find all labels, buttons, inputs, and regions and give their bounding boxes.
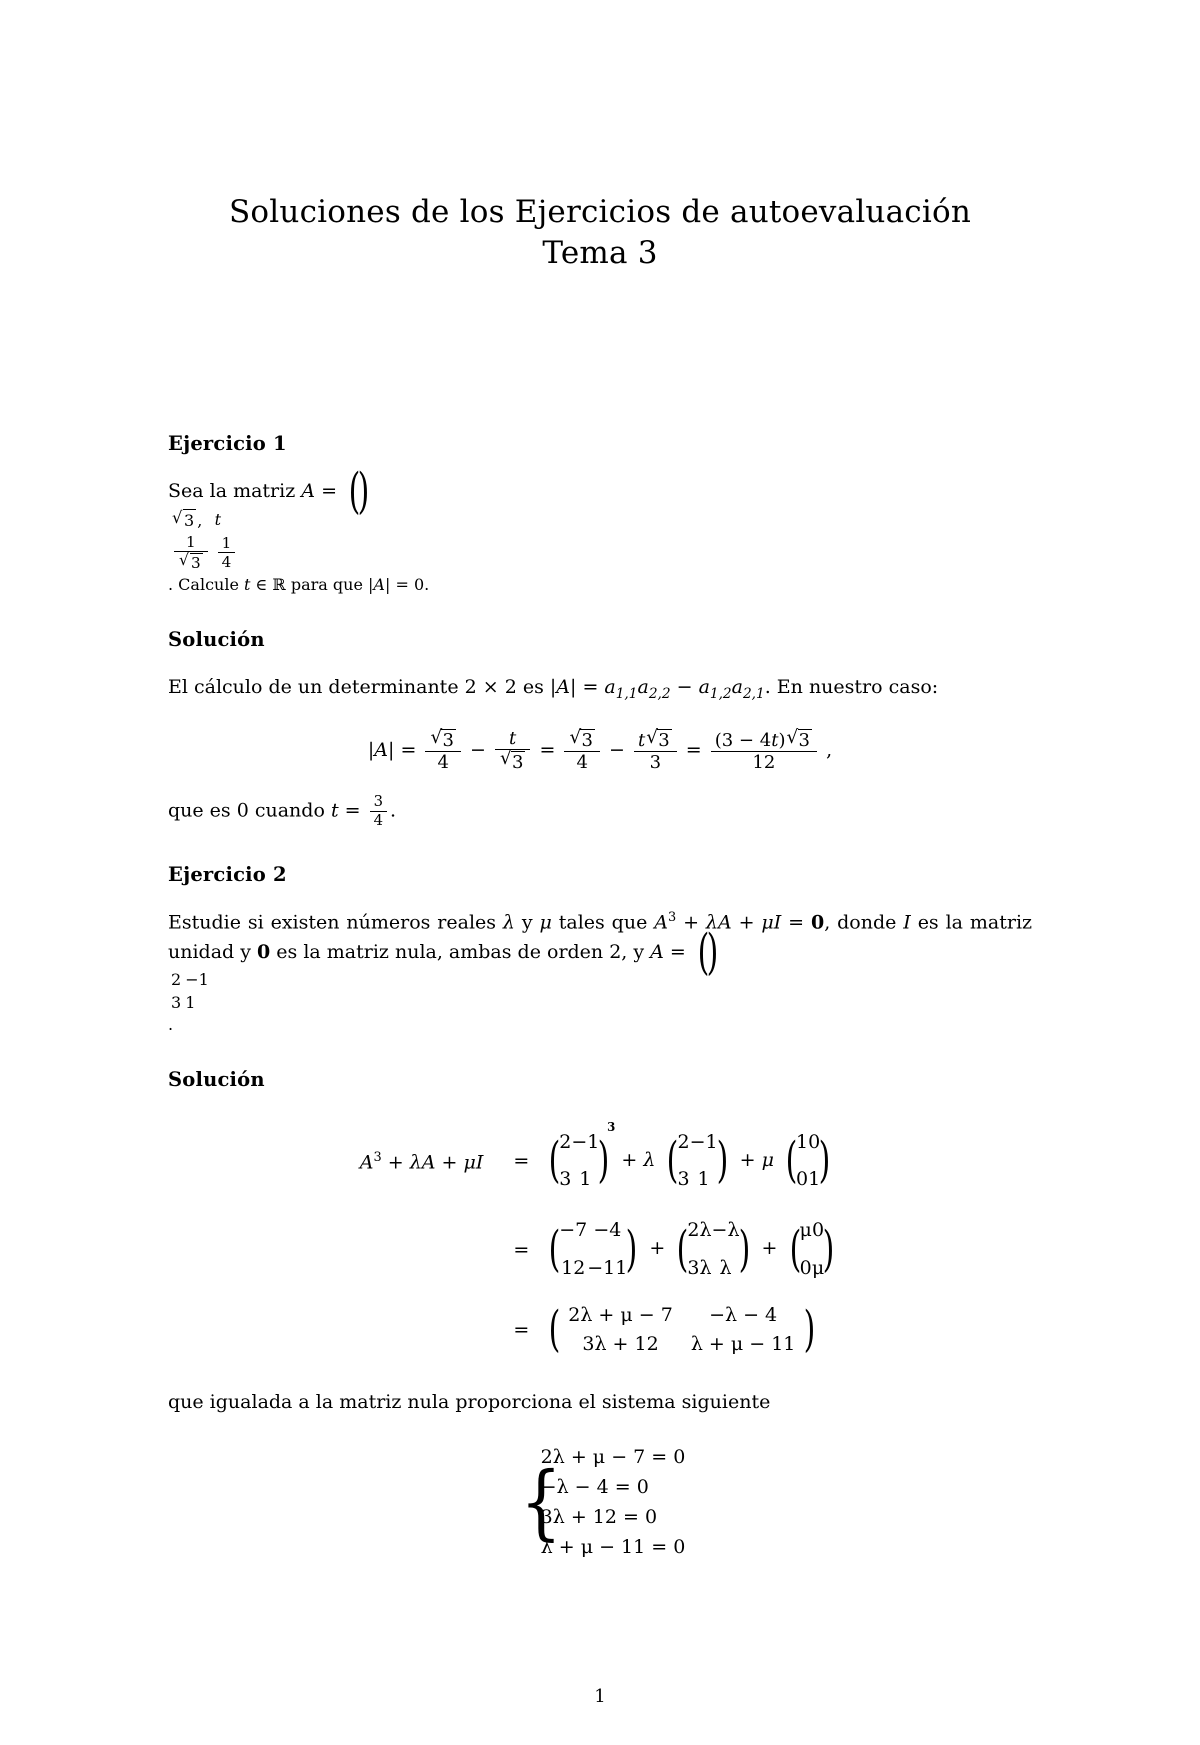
matrix-cell-r2c2: −11 <box>587 1256 628 1279</box>
derivation-line-3 <box>360 1294 840 1366</box>
matrix-cell-r1c2: −1 <box>571 1131 600 1154</box>
matrix-cell-r2c1: 3 <box>171 993 182 1013</box>
matrix-cell-r2c1: 3λ <box>687 1256 712 1279</box>
statement-period: . <box>168 1015 174 1035</box>
exercise-2-system <box>168 1442 1032 1562</box>
derivation-lhs-empty-2 <box>360 1294 500 1366</box>
fraction-result: $\frac{(3 - 4t) √ 3}{12}$ <box>711 729 817 773</box>
sqrt-3-icon: √ 3 <box>172 509 196 530</box>
exercise-1-closing-text: que es 0 cuando t = $\frac{3}{4}$ . <box>168 793 397 829</box>
matrix-cell-r1c2: 0 <box>808 1131 821 1154</box>
relation-equals: = <box>513 1150 530 1173</box>
system-equation-4: λ + μ − 11 = 0 <box>540 1535 686 1558</box>
derivation-lhs-empty <box>360 1205 500 1293</box>
fraction-1-over-sqrt3 <box>174 534 208 571</box>
system-equation-1: { 2λ + μ − 7 = 0 <box>540 1445 686 1468</box>
exercise-1-statement <box>168 477 1032 506</box>
matrix-cell-r2c1: 3 <box>559 1168 572 1191</box>
exercise-1-solution-heading: Solución <box>168 627 265 651</box>
operator-plus-lambda: + λ <box>621 1149 656 1172</box>
matrix-cubed <box>545 1120 616 1198</box>
matrix-cell-r2c2: 1 <box>808 1168 821 1191</box>
exercise-1-heading: Ejercicio 1 <box>168 431 287 455</box>
exponent-3: ( 3 <box>607 1120 616 1135</box>
matrix-cell-r1c1: ( 2λ + μ − 7 <box>568 1303 673 1326</box>
matrix-cell-r2c2: 1 <box>185 993 196 1013</box>
title-line-2: Tema 3 <box>542 234 658 271</box>
derivation-line-1 <box>360 1117 840 1205</box>
matrix-a-cubed-result <box>545 1212 641 1286</box>
matrix-cell-r2c2: μ <box>811 1256 825 1279</box>
matrix-cell-r1c1: √ 3 , <box>170 508 212 531</box>
derivation-rhs <box>543 1117 840 1205</box>
matrix-lambda-terms <box>673 1212 753 1286</box>
matrix-cell-r2c2: 1 <box>697 1168 710 1191</box>
matrix-cell-r2c1: 12 <box>561 1256 586 1279</box>
title-line-1: Soluciones de los Ejercicios de autoevaluación <box>229 194 971 230</box>
fraction-sqrt3-over-4-b: √ $\frac{3}{4}$ <box>564 729 599 773</box>
exercise-2-solution-heading: Solución <box>168 1068 265 1092</box>
relation-equals-3: = <box>513 1319 530 1341</box>
matrix-cell-r2c1: 3 <box>677 1168 690 1191</box>
matrix-lambda-a <box>663 1124 731 1198</box>
derivation-rhs-2 <box>543 1205 840 1293</box>
fraction-3-over-4: $\frac{3}{4}$ <box>370 794 387 829</box>
matrix-label-a: A <box>301 479 316 502</box>
exercise-1-solution-text: El cálculo de un determinante 2 × 2 es $|A| = a_{1,1}a_{2,2} - a_{1,2}a_{2,1}$. En nuestro caso: <box>168 675 939 702</box>
exercise-2-after-text: que igualada a la matriz nula proporciona el sistema siguiente <box>168 1391 771 1414</box>
matrix-cell-r1c2: −λ − 4 <box>709 1303 778 1326</box>
matrix-cell-r2c2: 1 <box>579 1168 592 1191</box>
exercise-1-statement-prefix: Sea la matriz <box>168 479 296 502</box>
fraction-denominator: √ 3 <box>174 551 208 572</box>
fraction-denominator: 4 <box>218 552 236 571</box>
matrix-cell-r1c2: −1 <box>689 1131 718 1154</box>
matrix-cell-r2c2 <box>214 533 240 572</box>
matrix-cell-r1c1: ( 2λ <box>687 1219 712 1242</box>
exercise-1-statement-suffix: . Calcule t ∈ ℝ para que |A| = 0. <box>168 574 430 594</box>
matrix-cell-r1c2: −λ <box>711 1219 740 1242</box>
operator-plus-1: + <box>649 1237 666 1260</box>
matrix-cell-r1c2: t <box>214 510 222 530</box>
relation-equals-2: = <box>513 1238 530 1261</box>
equals-sign: = <box>321 479 337 502</box>
exercise-2-derivation <box>168 1117 1032 1366</box>
matrix-cell-r1c1: ( 2 <box>677 1131 690 1154</box>
matrix-cell-r1c1: ( −7 <box>559 1219 588 1242</box>
derivation-rhs-3 <box>543 1294 840 1366</box>
matrix-identity <box>782 1124 834 1198</box>
page-title <box>168 192 1032 274</box>
page-number: 1 <box>594 1686 606 1707</box>
matrix-cell-r2c2: λ <box>719 1256 732 1279</box>
matrix-cell-r2c1 <box>170 533 212 572</box>
fraction-numerator: 1 <box>221 534 232 553</box>
matrix-cell-r1c1: 2 <box>559 1131 572 1154</box>
matrix-cell-r1c2: −4 <box>593 1219 622 1242</box>
exercise-2-heading: Ejercicio 2 <box>168 862 287 886</box>
matrix-cell-r1c1: ( 1 <box>796 1131 809 1154</box>
operator-plus-2: + <box>761 1237 778 1260</box>
matrix-cell-r2c1: 3λ + 12 <box>582 1333 659 1355</box>
matrix-cell-r2c1: 0 <box>796 1168 809 1191</box>
document-page <box>0 192 1200 1745</box>
matrix-cell-r1c1: 2 <box>171 970 182 990</box>
matrix-cell-r1c2: 0 <box>812 1219 825 1242</box>
matrix-cell-r2c1: 0 <box>799 1256 812 1279</box>
matrix-cell-r1c1: ( μ <box>799 1219 812 1242</box>
matrix-mu-terms <box>786 1212 839 1286</box>
derivation-line-2 <box>360 1205 840 1293</box>
system-equation-3: 3λ + 12 = 0 <box>540 1505 658 1528</box>
exercise-2-statement: Estudie si existen números reales λ y μ tales que $A^3 + \lambda A + \mu I = 0$, donde I es la matriz unidad y 0 es la matriz nula, ambas de orden 2, y A = <box>168 909 1033 963</box>
determinant-equation: |A| = √ $\frac{3}{4}$ − t √ 3 = √ $\frac{3}{4}$ − $\frac{t √ 3}{3}$ = $\frac{(3 - 4t) √ 3}{12}$ , <box>168 729 1032 773</box>
operator-plus-mu: + μ <box>739 1149 774 1172</box>
fraction-t-over-sqrt3: t √ 3 <box>495 729 530 773</box>
fraction-numerator: 1 <box>186 533 196 552</box>
system-equation-2: −λ − 4 = 0 <box>540 1475 649 1498</box>
equation-system <box>515 1442 686 1562</box>
fraction-tsqrt3-over-3: $\frac{t √ 3}{3}$ <box>634 729 677 773</box>
matrix-cell-r1c2: −1 <box>185 970 209 990</box>
fraction-sqrt3-over-4: √ $\frac{3}{4}$ <box>425 729 460 773</box>
matrix-combined-result <box>545 1301 818 1359</box>
matrix-cell-r2c2: λ + μ − 11 <box>690 1333 796 1355</box>
fraction-1-over-4 <box>218 535 236 570</box>
derivation-lhs: $A^3 + \lambda A + \mu I$ <box>359 1149 484 1173</box>
